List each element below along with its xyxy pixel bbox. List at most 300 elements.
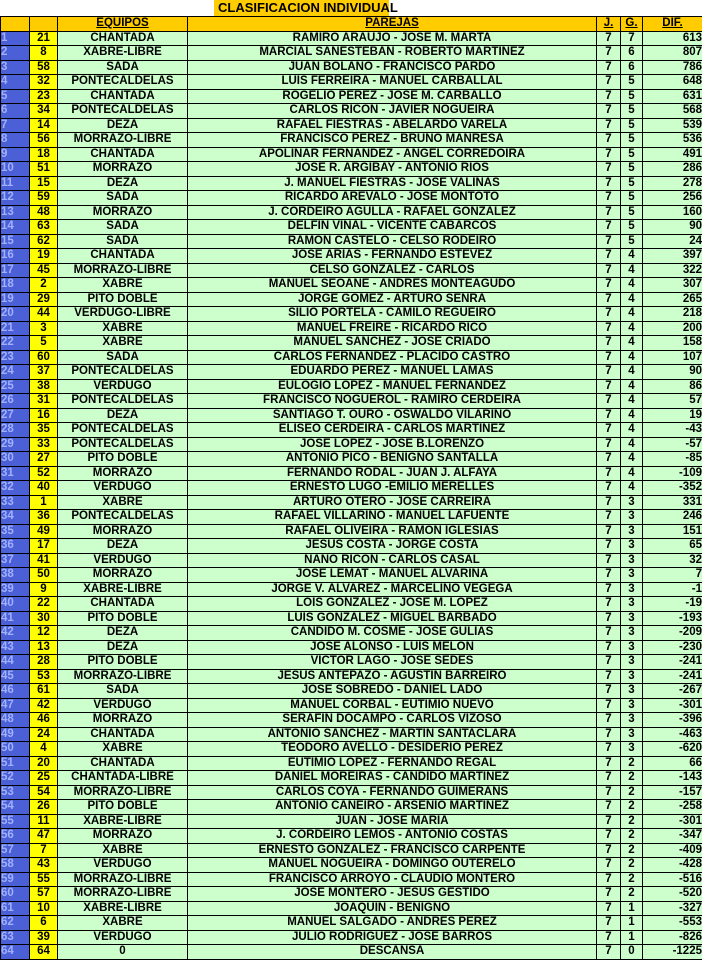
games-played: 7 xyxy=(597,437,621,452)
team-name: DEZA xyxy=(58,626,188,641)
games-won: 5 xyxy=(621,104,643,119)
games-won: 5 xyxy=(621,176,643,191)
team-name: XABRE xyxy=(58,321,188,336)
point-difference: -428 xyxy=(643,858,702,873)
row-index: 16 xyxy=(1,249,30,264)
pair-number: 40 xyxy=(30,481,58,496)
games-played: 7 xyxy=(597,814,621,829)
team-name: VERDUGO xyxy=(58,379,188,394)
pair-names: ANTONIO SÁNCHEZ - MARTÍN SANTACLARA xyxy=(188,727,597,742)
pair-names: CARLOS COYA - FERNANDO GUIMERANS xyxy=(188,785,597,800)
games-won: 4 xyxy=(621,423,643,438)
games-played: 7 xyxy=(597,263,621,278)
games-won: 2 xyxy=(621,829,643,844)
pair-names: LUIS GONZÁLEZ - MIGUEL BARBADO xyxy=(188,611,597,626)
pair-names: SILIO PORTELA - CAMILO REGUEIRO xyxy=(188,307,597,322)
games-played: 7 xyxy=(597,669,621,684)
pair-names: MARCIAL SANESTEBAN - ROBERTO MARTÍNEZ xyxy=(188,46,597,61)
pair-names: ERNESTO GONZÁLEZ - FRANCISCO CARPENTE xyxy=(188,843,597,858)
games-played: 7 xyxy=(597,785,621,800)
point-difference: -57 xyxy=(643,437,702,452)
games-played: 7 xyxy=(597,234,621,249)
pair-names: JOSÉ ALONSO - LUIS MELÓN xyxy=(188,640,597,655)
games-won: 3 xyxy=(621,713,643,728)
row-index: 23 xyxy=(1,350,30,365)
team-name: DEZA xyxy=(58,408,188,423)
pair-number: 24 xyxy=(30,727,58,742)
pair-number: 35 xyxy=(30,423,58,438)
games-won: 3 xyxy=(621,669,643,684)
pair-names: ROGELIO PÉREZ - JOSÉ M. CARBALLO xyxy=(188,89,597,104)
point-difference: 256 xyxy=(643,191,702,206)
pair-number: 63 xyxy=(30,220,58,235)
games-played: 7 xyxy=(597,727,621,742)
team-name: XABRE xyxy=(58,495,188,510)
games-won: 2 xyxy=(621,785,643,800)
table-row xyxy=(1,321,702,336)
pair-number: 13 xyxy=(30,640,58,655)
table-row xyxy=(1,466,702,481)
games-played: 7 xyxy=(597,321,621,336)
games-played: 7 xyxy=(597,858,621,873)
point-difference: 218 xyxy=(643,307,702,322)
pair-names: CARLOS FERNÁNDEZ - PLÁCIDO CASTRO xyxy=(188,350,597,365)
pair-names: CELSO GONZÁLEZ - CARLOS xyxy=(188,263,597,278)
table-row xyxy=(1,220,702,235)
pair-number: 41 xyxy=(30,553,58,568)
games-won: 3 xyxy=(621,582,643,597)
games-won: 1 xyxy=(621,916,643,931)
team-name: 0 xyxy=(58,945,188,960)
team-name: DEZA xyxy=(58,640,188,655)
team-name: MORRAZO-LIBRE xyxy=(58,263,188,278)
row-index: 1 xyxy=(1,31,30,46)
games-played: 7 xyxy=(597,887,621,902)
table-row xyxy=(1,669,702,684)
pair-number: 12 xyxy=(30,626,58,641)
games-won: 3 xyxy=(621,597,643,612)
pair-number: 30 xyxy=(30,611,58,626)
row-index: 3 xyxy=(1,60,30,75)
team-name: VERDUGO xyxy=(58,930,188,945)
pair-names: JOSÉ R. ARGIBAY - ANTONIO RIOS xyxy=(188,162,597,177)
pair-number: 1 xyxy=(30,495,58,510)
header-number xyxy=(30,17,58,32)
pair-number: 49 xyxy=(30,524,58,539)
table-row xyxy=(1,292,702,307)
pair-number: 46 xyxy=(30,713,58,728)
team-name: MORRAZO xyxy=(58,466,188,481)
table-row xyxy=(1,887,702,902)
games-won: 4 xyxy=(621,481,643,496)
games-played: 7 xyxy=(597,640,621,655)
pair-names: RAFAEL FIESTRAS - ABELARDO VARELA xyxy=(188,118,597,133)
point-difference: -553 xyxy=(643,916,702,931)
games-won: 3 xyxy=(621,539,643,554)
pair-number: 7 xyxy=(30,843,58,858)
pair-number: 17 xyxy=(30,539,58,554)
games-played: 7 xyxy=(597,655,621,670)
games-played: 7 xyxy=(597,539,621,554)
row-index: 31 xyxy=(1,466,30,481)
row-index: 61 xyxy=(1,901,30,916)
table-row xyxy=(1,133,702,148)
pair-number: 55 xyxy=(30,872,58,887)
games-played: 7 xyxy=(597,205,621,220)
pair-number: 19 xyxy=(30,249,58,264)
games-played: 7 xyxy=(597,307,621,322)
pair-names: EDUARDO PÉREZ - MANUEL LAMAS xyxy=(188,365,597,380)
games-won: 3 xyxy=(621,655,643,670)
point-difference: 86 xyxy=(643,379,702,394)
team-name: SADA xyxy=(58,234,188,249)
point-difference: 807 xyxy=(643,46,702,61)
row-index: 30 xyxy=(1,452,30,467)
pair-names: MANUEL NOGUEIRA - DOMINGO OUTERELO xyxy=(188,858,597,873)
pair-names: DANIEL MOREIRAS - CANDIDO MARTINEZ xyxy=(188,771,597,786)
pair-names: RAMÓN CASTELO - CELSO RODEIRO xyxy=(188,234,597,249)
pair-number: 47 xyxy=(30,829,58,844)
pair-names: RAFAEL VILLARIÑO - MANUEL LAFUENTE xyxy=(188,510,597,525)
games-played: 7 xyxy=(597,292,621,307)
team-name: VERDUGO-LIBRE xyxy=(58,307,188,322)
pair-names: JULIO RODRÍGUEZ - JOSÉ BARROS xyxy=(188,930,597,945)
team-name: CHANTADA xyxy=(58,597,188,612)
point-difference: 613 xyxy=(643,31,702,46)
row-index: 4 xyxy=(1,75,30,90)
pair-number: 18 xyxy=(30,147,58,162)
pair-number: 10 xyxy=(30,901,58,916)
team-name: SADA xyxy=(58,220,188,235)
team-name: CHANTADA xyxy=(58,249,188,264)
point-difference: -1 xyxy=(643,582,702,597)
point-difference: 246 xyxy=(643,510,702,525)
point-difference: 568 xyxy=(643,104,702,119)
pair-number: 15 xyxy=(30,176,58,191)
header-dif: DIF. xyxy=(643,17,702,32)
row-index: 52 xyxy=(1,771,30,786)
point-difference: -396 xyxy=(643,713,702,728)
team-name: PONTECALDELAS xyxy=(58,75,188,90)
pair-names: FERNANDO RODAL - JUAN J. ALFAYA xyxy=(188,466,597,481)
pair-number: 5 xyxy=(30,336,58,351)
team-name: MORRAZO xyxy=(58,568,188,583)
team-name: MORRAZO-LIBRE xyxy=(58,872,188,887)
pair-number: 60 xyxy=(30,350,58,365)
row-index: 11 xyxy=(1,176,30,191)
point-difference: 631 xyxy=(643,89,702,104)
games-played: 7 xyxy=(597,626,621,641)
games-won: 4 xyxy=(621,336,643,351)
pair-names: LOIS GONZÁLEZ - JOSÉ M. LÓPEZ xyxy=(188,597,597,612)
pair-number: 62 xyxy=(30,234,58,249)
point-difference: 278 xyxy=(643,176,702,191)
point-difference: 32 xyxy=(643,553,702,568)
table-row xyxy=(1,75,702,90)
games-played: 7 xyxy=(597,510,621,525)
pair-number: 2 xyxy=(30,278,58,293)
games-won: 4 xyxy=(621,292,643,307)
table-row xyxy=(1,916,702,931)
row-index: 12 xyxy=(1,191,30,206)
team-name: MORRAZO-LIBRE xyxy=(58,887,188,902)
row-index: 48 xyxy=(1,713,30,728)
pair-number: 45 xyxy=(30,263,58,278)
pair-names: ANTONIO PICO - BENIGNO SANTALLA xyxy=(188,452,597,467)
table-row xyxy=(1,176,702,191)
games-won: 4 xyxy=(621,263,643,278)
point-difference: -520 xyxy=(643,887,702,902)
row-index: 32 xyxy=(1,481,30,496)
table-row xyxy=(1,263,702,278)
row-index: 2 xyxy=(1,46,30,61)
team-name: MORRAZO xyxy=(58,713,188,728)
table-row xyxy=(1,162,702,177)
games-played: 7 xyxy=(597,916,621,931)
header-g: G. xyxy=(621,17,643,32)
row-index: 39 xyxy=(1,582,30,597)
games-played: 7 xyxy=(597,524,621,539)
pair-names: LUIS FERREIRA - MANUEL CARBALLAL xyxy=(188,75,597,90)
row-index: 46 xyxy=(1,684,30,699)
team-name: PONTECALDELAS xyxy=(58,394,188,409)
team-name: MORRAZO-LIBRE xyxy=(58,133,188,148)
title-bar xyxy=(0,0,702,16)
point-difference: -1225 xyxy=(643,945,702,960)
row-index: 10 xyxy=(1,162,30,177)
pair-number: 53 xyxy=(30,669,58,684)
point-difference: -258 xyxy=(643,800,702,815)
row-index: 27 xyxy=(1,408,30,423)
games-won: 4 xyxy=(621,452,643,467)
team-name: DEZA xyxy=(58,118,188,133)
team-name: DEZA xyxy=(58,539,188,554)
table-body xyxy=(1,31,702,959)
row-index: 15 xyxy=(1,234,30,249)
point-difference: -157 xyxy=(643,785,702,800)
table-row xyxy=(1,553,702,568)
games-played: 7 xyxy=(597,147,621,162)
table-row xyxy=(1,858,702,873)
games-played: 7 xyxy=(597,176,621,191)
point-difference: 65 xyxy=(643,539,702,554)
games-played: 7 xyxy=(597,220,621,235)
pair-names: ELISEO CERDEIRA - CARLOS MARTÍNEZ xyxy=(188,423,597,438)
point-difference: 158 xyxy=(643,336,702,351)
games-won: 4 xyxy=(621,408,643,423)
point-difference: 648 xyxy=(643,75,702,90)
pair-number: 11 xyxy=(30,814,58,829)
pair-names: ERNESTO LUGO -EMILIO MERELLES xyxy=(188,481,597,496)
table-row xyxy=(1,814,702,829)
table-row xyxy=(1,568,702,583)
games-won: 5 xyxy=(621,205,643,220)
team-name: PONTECALDELAS xyxy=(58,423,188,438)
table-row xyxy=(1,785,702,800)
team-name: CHANTADA xyxy=(58,147,188,162)
team-name: SADA xyxy=(58,191,188,206)
row-index: 57 xyxy=(1,843,30,858)
row-index: 56 xyxy=(1,829,30,844)
table-row xyxy=(1,771,702,786)
pair-number: 28 xyxy=(30,655,58,670)
row-index: 64 xyxy=(1,945,30,960)
pair-names: MANUEL SALGADO - ANDRÉS PÉREZ xyxy=(188,916,597,931)
pair-names: APOLINAR FERNÁNDEZ - ÁNGEL CORREDOIRA xyxy=(188,147,597,162)
pair-number: 8 xyxy=(30,46,58,61)
pair-names: JESÚS COSTA - JORGE COSTA xyxy=(188,539,597,554)
team-name: XABRE xyxy=(58,278,188,293)
row-index: 28 xyxy=(1,423,30,438)
table-row xyxy=(1,756,702,771)
pair-names: FRANCISCO NOGUEROL - RAMIRO CERDEIRA xyxy=(188,394,597,409)
games-won: 2 xyxy=(621,814,643,829)
point-difference: -620 xyxy=(643,742,702,757)
games-played: 7 xyxy=(597,379,621,394)
team-name: PITO DOBLE xyxy=(58,452,188,467)
pair-names: JOSÉ SOBREDO - DANIEL LADO xyxy=(188,684,597,699)
point-difference: 151 xyxy=(643,524,702,539)
games-played: 7 xyxy=(597,829,621,844)
pair-names: ARTURO OTERO - JOSÉ CARREIRA xyxy=(188,495,597,510)
pair-number: 3 xyxy=(30,321,58,336)
team-name: XABRE xyxy=(58,843,188,858)
games-won: 5 xyxy=(621,191,643,206)
table-row xyxy=(1,611,702,626)
pair-names: RICARDO ARÉVALO - JOSÉ MONTOTO xyxy=(188,191,597,206)
team-name: CHANTADA-LIBRE xyxy=(58,771,188,786)
table-row xyxy=(1,249,702,264)
team-name: XABRE xyxy=(58,336,188,351)
pair-number: 43 xyxy=(30,858,58,873)
pair-names: MANUEL CORBAL - EUTIMIO NUEVO xyxy=(188,698,597,713)
table-row xyxy=(1,60,702,75)
pair-number: 14 xyxy=(30,118,58,133)
team-name: XABRE xyxy=(58,742,188,757)
point-difference: 322 xyxy=(643,263,702,278)
pair-names: JORGE V. ÁLVAREZ - MARCELINO VEGEGA xyxy=(188,582,597,597)
pair-names: NANO RICÓN - CARLOS CASAL xyxy=(188,553,597,568)
team-name: VERDUGO xyxy=(58,858,188,873)
pair-number: 61 xyxy=(30,684,58,699)
point-difference: -230 xyxy=(643,640,702,655)
row-index: 26 xyxy=(1,394,30,409)
point-difference: -209 xyxy=(643,626,702,641)
games-won: 3 xyxy=(621,727,643,742)
row-index: 43 xyxy=(1,640,30,655)
table-row xyxy=(1,437,702,452)
point-difference: 286 xyxy=(643,162,702,177)
point-difference: -347 xyxy=(643,829,702,844)
table-row xyxy=(1,147,702,162)
games-played: 7 xyxy=(597,278,621,293)
team-name: MORRAZO xyxy=(58,524,188,539)
games-played: 7 xyxy=(597,104,621,119)
point-difference: 19 xyxy=(643,408,702,423)
table-row xyxy=(1,423,702,438)
pair-number: 9 xyxy=(30,582,58,597)
row-index: 42 xyxy=(1,626,30,641)
pair-number: 21 xyxy=(30,31,58,46)
pair-names: JOSÉ MONTERO - JESÚS GESTIDO xyxy=(188,887,597,902)
games-won: 3 xyxy=(621,568,643,583)
row-index: 18 xyxy=(1,278,30,293)
pair-number: 20 xyxy=(30,756,58,771)
games-played: 7 xyxy=(597,60,621,75)
point-difference: 24 xyxy=(643,234,702,249)
row-index: 20 xyxy=(1,307,30,322)
point-difference: -241 xyxy=(643,669,702,684)
pair-names: FRANCISCO PÉREZ - BRUNO MANRESA xyxy=(188,133,597,148)
games-played: 7 xyxy=(597,118,621,133)
games-won: 4 xyxy=(621,365,643,380)
point-difference: -85 xyxy=(643,452,702,467)
table-row xyxy=(1,800,702,815)
pair-number: 27 xyxy=(30,452,58,467)
point-difference: -516 xyxy=(643,872,702,887)
team-name: SADA xyxy=(58,350,188,365)
header-equipos: EQUIPOS xyxy=(58,17,188,32)
table-row xyxy=(1,31,702,46)
row-index: 8 xyxy=(1,133,30,148)
table-row xyxy=(1,539,702,554)
games-won: 2 xyxy=(621,887,643,902)
games-won: 4 xyxy=(621,437,643,452)
games-played: 7 xyxy=(597,46,621,61)
table-row xyxy=(1,742,702,757)
row-index: 22 xyxy=(1,336,30,351)
games-played: 7 xyxy=(597,582,621,597)
row-index: 37 xyxy=(1,553,30,568)
table-row xyxy=(1,655,702,670)
pair-number: 54 xyxy=(30,785,58,800)
pair-names: ANTONIO CANEIRO - ARSENIO MARTÍNEZ xyxy=(188,800,597,815)
point-difference: 57 xyxy=(643,394,702,409)
pair-number: 4 xyxy=(30,742,58,757)
pair-number: 38 xyxy=(30,379,58,394)
team-name: CHANTADA xyxy=(58,756,188,771)
games-won: 6 xyxy=(621,60,643,75)
pair-names: MANUEL SEOANE - ANDRÉS MONTEAGUDO xyxy=(188,278,597,293)
team-name: PONTECALDELAS xyxy=(58,510,188,525)
pair-names: MANUEL SÁNCHEZ - JOSÉ CRIADO xyxy=(188,336,597,351)
games-played: 7 xyxy=(597,249,621,264)
table-row xyxy=(1,640,702,655)
row-index: 9 xyxy=(1,147,30,162)
pair-number: 37 xyxy=(30,365,58,380)
team-name: PONTECALDELAS xyxy=(58,365,188,380)
games-played: 7 xyxy=(597,89,621,104)
table-row xyxy=(1,452,702,467)
games-played: 7 xyxy=(597,698,621,713)
point-difference: -352 xyxy=(643,481,702,496)
games-won: 5 xyxy=(621,133,643,148)
games-won: 4 xyxy=(621,466,643,481)
row-index: 24 xyxy=(1,365,30,380)
games-won: 5 xyxy=(621,118,643,133)
row-index: 7 xyxy=(1,118,30,133)
team-name: XABRE-LIBRE xyxy=(58,814,188,829)
team-name: MORRAZO xyxy=(58,205,188,220)
ranking-table xyxy=(0,16,702,960)
point-difference: 160 xyxy=(643,205,702,220)
team-name: MORRAZO-LIBRE xyxy=(58,669,188,684)
pair-names: VICTOR LAGO - JOSÉ SEDES xyxy=(188,655,597,670)
point-difference: 331 xyxy=(643,495,702,510)
row-index: 33 xyxy=(1,495,30,510)
games-played: 7 xyxy=(597,800,621,815)
row-index: 51 xyxy=(1,756,30,771)
